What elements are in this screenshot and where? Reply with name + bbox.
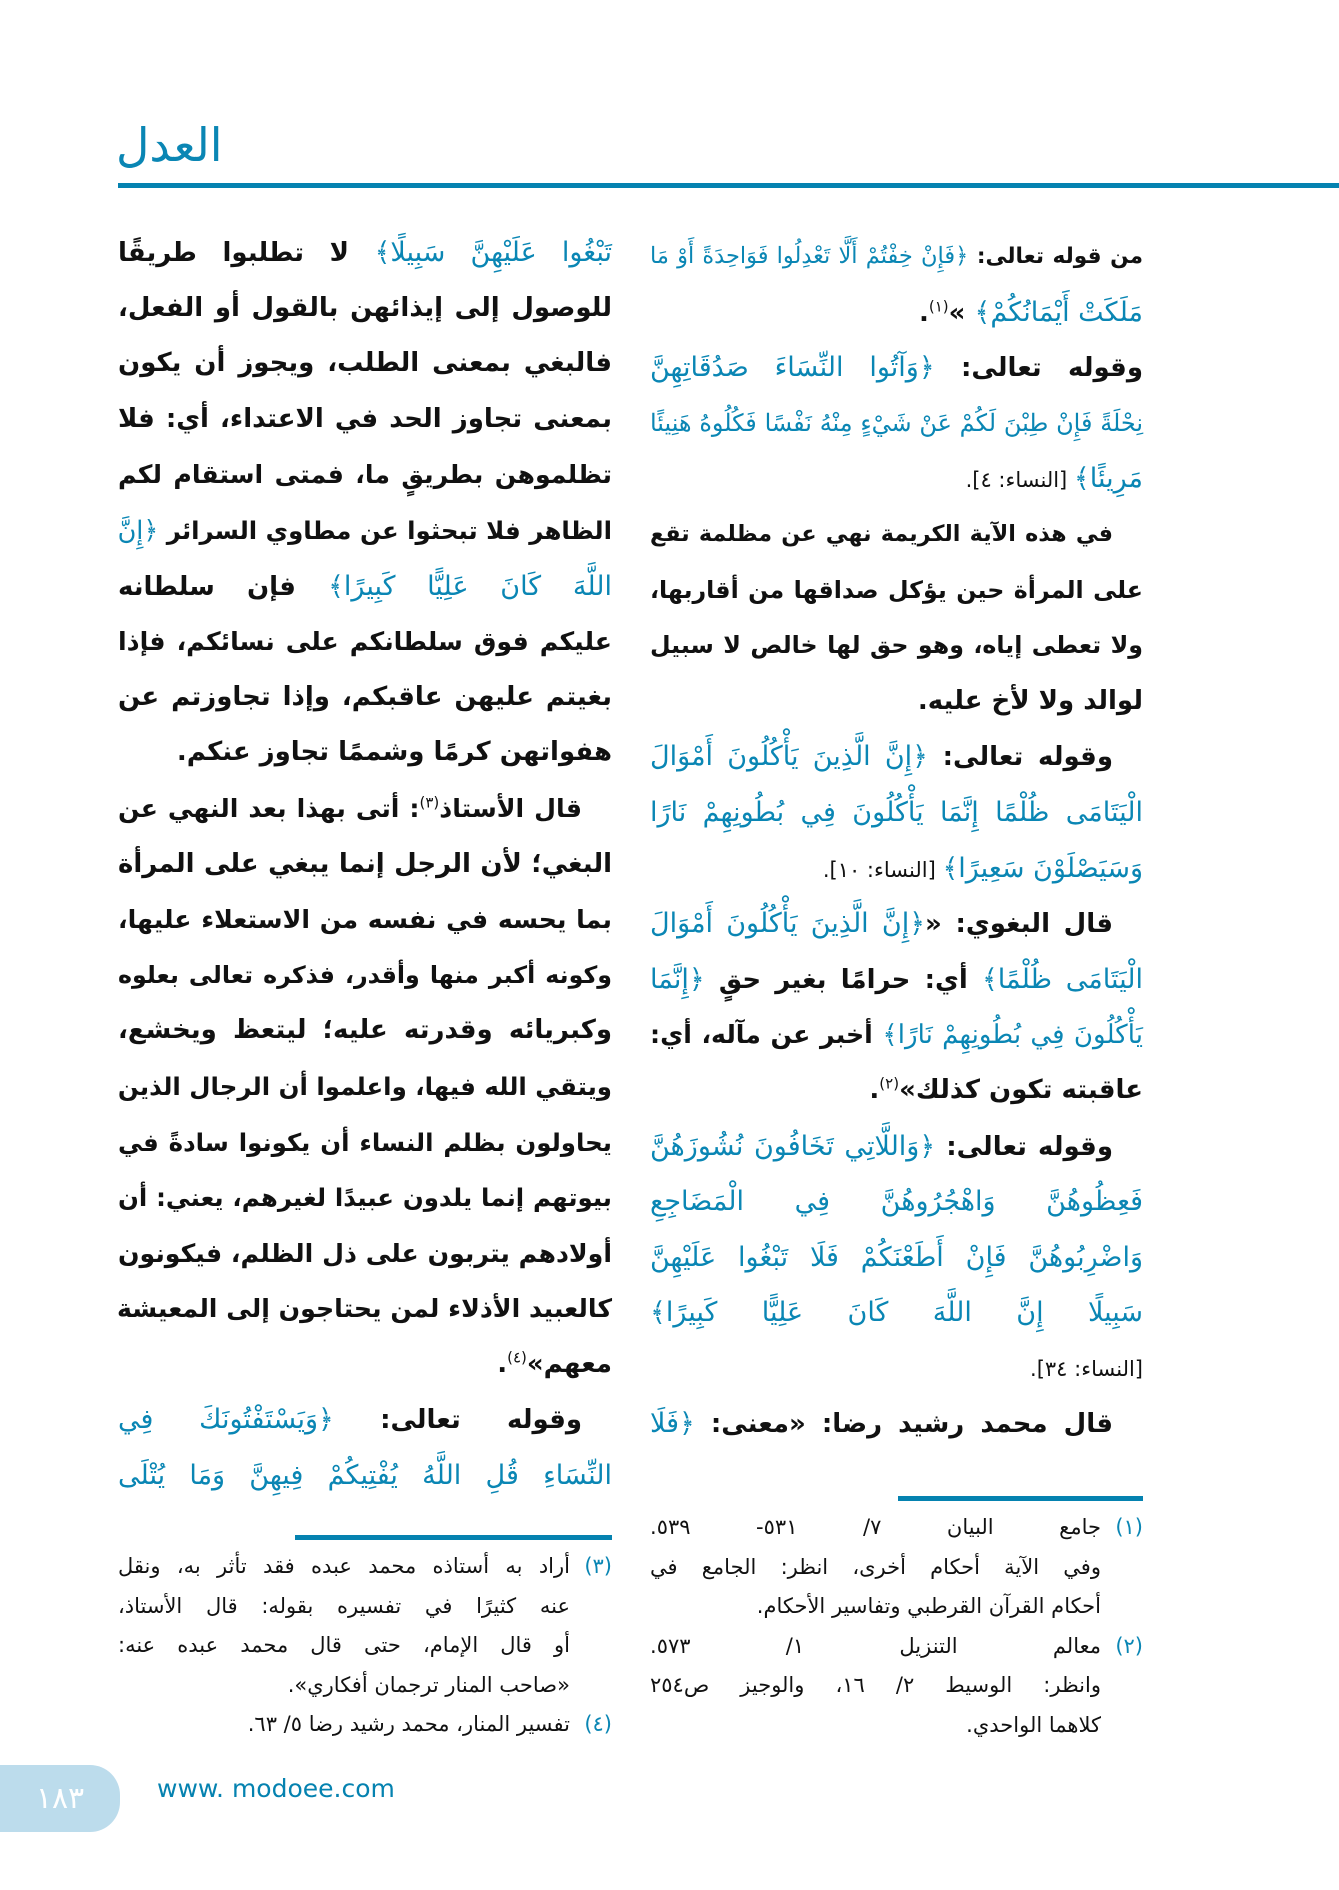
body-text: تظلموهن بطريقٍ ما، فمتى استقام لكم [118, 460, 612, 490]
body-text: فالبغي بمعنى الطلب، ويجوز أن يكون [118, 348, 612, 379]
text-line [118, 614, 612, 670]
body-text: عليكم فوق سلطانكم على نسائكم، فإذا [118, 627, 612, 657]
page-number-badge: ١٨٣ [0, 1765, 120, 1832]
right-text-column [650, 229, 1143, 1452]
chapter-title: العدل [116, 118, 223, 172]
quran-verse: ﴿إِنَّ الَّذِينَ يَأْكُلُونَ أَمْوَالَ [650, 908, 926, 940]
quran-verse: ﴿فَلَا [650, 1408, 695, 1440]
text-line [118, 670, 612, 726]
verse-reference: [النساء: ٤]. [965, 468, 1074, 493]
body-text: ولا تعطى إياه، وهو حق لها خالص لا سبيل [650, 631, 1143, 660]
body-text: ويتقي الله فيها، واعلموا أن الرجال الذين [117, 1071, 612, 1101]
footnote-text: تفسير المنار، محمد رشيد رضا ٥/ ٦٣. [247, 1712, 570, 1736]
text-line [650, 729, 1143, 785]
footnote-divider-right [898, 1496, 1143, 1501]
text-line [650, 563, 1143, 619]
body-text: أولادهم يتربون على ذل الظلم، فيكونون [118, 1238, 612, 1268]
verse-reference: [النساء: ٣٤]. [1030, 1356, 1143, 1381]
quran-verse: ﴿وَيَسْتَفْتُونَكَ فِي [118, 1404, 334, 1436]
text-line [118, 1392, 612, 1448]
text-line [650, 396, 1143, 452]
text-line [118, 1170, 612, 1226]
body-text: قال محمد رشيد رضا: «معنى: [694, 1409, 1113, 1440]
footnote-divider-left [295, 1535, 612, 1540]
body-text: لا تطلبوا طريقًا [118, 238, 375, 268]
footnotes-left [118, 1547, 612, 1745]
text-line [118, 1003, 612, 1059]
footnote-number: (١) [1115, 1515, 1143, 1539]
verse-reference: [النساء: ١٠]. [822, 857, 943, 882]
text-line [650, 1063, 1143, 1119]
body-text: البغي؛ لأن الرجل إنما يبغي على المرأة [118, 848, 612, 879]
quran-verse: ﴿فَإِنْ خِفْتُمْ أَلَّا تَعْدِلُوا فَوَاحِدَةً أَوْ مَا [650, 243, 969, 269]
body-text: يحاولون بظلم النساء أن يكونوا سادةً في [118, 1127, 612, 1157]
body-text: كالعبيد الأذلاء لمن يحتاجون إلى المعيشة [116, 1294, 612, 1324]
quran-verse: الْيَتَامَى ظُلْمًا﴾ [981, 963, 1143, 995]
text-line [118, 837, 612, 893]
text-line [118, 725, 612, 781]
quran-verse: اللَّهَ كَانَ عَلِيًّا كَبِيرًا﴾ [328, 570, 612, 602]
footnote-text: وانظر: الوسيط ٢/ ١٦، والوجيز ص٢٥٤ [650, 1673, 1101, 1697]
body-text: . [869, 1074, 880, 1105]
footnote-text: أو قال الإمام، حتى قال محمد عبده عنه: [118, 1633, 570, 1657]
quran-verse: سَبِيلًا إِنَّ اللَّهَ كَانَ عَلِيًّا كَبِيرًا﴾ [650, 1297, 1143, 1329]
footnote-text: كلاهما الواحدي. [966, 1712, 1101, 1737]
body-text: قال البغوي: « [925, 909, 1113, 940]
text-line [650, 1341, 1143, 1397]
body-text: قال الأستاذ [439, 793, 582, 823]
body-text: فإن سلطانه [118, 571, 329, 602]
text-line [118, 1337, 612, 1393]
quran-verse: يَأْكُلُونَ فِي بُطُونِهِمْ نَارًا﴾ [882, 1020, 1143, 1051]
text-line [650, 285, 1143, 341]
body-text: بغيتم عليهن عاقبكم، وإذا تجاوزتم عن [118, 681, 612, 712]
footnote-text: معالم التنزيل ١/ ٥٧٣. [650, 1633, 1101, 1658]
footnote-item [118, 1705, 612, 1745]
footnote-item [650, 1627, 1143, 1746]
footnote-text: «صاحب المنار ترجمان أفكاري». [287, 1672, 570, 1697]
body-text: الظاهر فلا تبحثوا عن مطاوي السرائر [158, 515, 612, 545]
footnote-text: وفي الآية أحكام أخرى، انظر: الجامع في [650, 1554, 1101, 1579]
footnote-number: (٣) [584, 1554, 612, 1578]
footnote-marker: (١) [928, 296, 949, 315]
text-line [650, 785, 1143, 841]
text-line [650, 1230, 1143, 1286]
quran-verse: وَاضْرِبُوهُنَّ فَإِنْ أَطَعْنَكُمْ فَلَا تَبْغُوا عَلَيْهِنَّ [650, 1241, 1143, 1273]
body-text: . [918, 297, 929, 328]
body-text: وكبريائه وقدرته عليه؛ ليتعظ ويخشع، [118, 1015, 612, 1046]
text-line [650, 1285, 1143, 1341]
quran-verse: ﴿وَاللَّاتِي تَخَافُونَ نُشُوزَهُنَّ [650, 1130, 936, 1162]
quran-verse: تَبْغُوا عَلَيْهِنَّ سَبِيلًا﴾ [374, 237, 612, 268]
quran-verse: فَعِظُوهُنَّ وَاهْجُرُوهُنَّ فِي الْمَضَاجِعِ [650, 1186, 1143, 1218]
text-line [118, 1115, 612, 1171]
quran-verse: الْيَتَامَى ظُلْمًا إِنَّمَا يَأْكُلُونَ فِي بُطُونِهِمْ نَارًا [650, 796, 1143, 828]
body-text: وكونه أكبر منها وأقدر، فذكره تعالى بعلوه [118, 960, 612, 989]
body-text: للوصول إلى إيذائهن بالقول أو الفعل، [118, 292, 612, 323]
body-text: لوالد ولا لأخ عليه. [917, 685, 1143, 716]
body-text: وقوله تعالى: [333, 1405, 582, 1436]
body-text: على المرأة حين يؤكل صداقها من أقاربها، [650, 575, 1143, 604]
quran-verse: وَسَيَصْلَوْنَ سَعِيرًا﴾ [942, 852, 1143, 884]
body-text: هفواتهن كرمًا وشممًا تجاوز عنكم. [176, 737, 612, 768]
quran-verse: النِّسَاءِ قُلِ اللَّهُ يُفْتِيكُمْ فِيهِنَّ وَمَا يُتْلَى [118, 1460, 612, 1492]
body-text: بيوتهم إنما يلدون عبيدًا لغيرهم، يعني: أن [118, 1183, 612, 1213]
text-line [118, 892, 612, 948]
footnote-text: عنه كثيرًا في تفسيره بقوله: قال الأستاذ، [118, 1593, 570, 1618]
text-line [118, 1059, 612, 1115]
body-text: وقوله تعالى: [935, 1131, 1113, 1162]
body-text: بمعنى تجاوز الحد في الاعتداء، أي: فلا [118, 403, 612, 434]
text-line [650, 952, 1143, 1008]
body-text: . [497, 1348, 508, 1379]
footnote-marker: (٣) [419, 793, 440, 812]
body-text: » [948, 297, 975, 328]
text-line [650, 451, 1143, 507]
text-line [650, 1119, 1143, 1175]
body-text: أخبر عن مآله، أي: [650, 1020, 883, 1050]
header-divider [118, 183, 1339, 188]
text-line [118, 336, 612, 392]
left-text-column [118, 225, 612, 1504]
quran-verse: ﴿إِنَّ الَّذِينَ يَأْكُلُونَ أَمْوَالَ [650, 741, 928, 773]
body-text: بما يحسه في نفسه من الاستعلاء عليها، [118, 905, 612, 935]
website-link[interactable]: www. modoee.com [157, 1774, 395, 1803]
body-text: وقوله تعالى: [934, 353, 1143, 384]
quran-verse: مَلَكَتْ أَيْمَانُكُمْ﴾ [974, 296, 1143, 328]
text-line [118, 1448, 612, 1504]
body-text: من قوله تعالى: [968, 244, 1143, 269]
body-text: أي: حرامًا بغير حقٍ [704, 964, 982, 995]
body-text: وقوله تعالى: [928, 742, 1113, 773]
text-line [118, 503, 612, 559]
text-line [650, 1396, 1143, 1452]
text-line [118, 225, 612, 281]
text-line [118, 281, 612, 337]
footnote-text: جامع البيان ٧/ ٥٣١- ٥٣٩. [650, 1515, 1101, 1539]
quran-verse: ﴿إِنَّ [117, 514, 159, 545]
text-line [650, 1007, 1143, 1063]
body-text: في هذه الآية الكريمة نهي عن مظلمة تقع [650, 520, 1113, 547]
text-line [118, 1281, 612, 1337]
footnotes-right [650, 1508, 1143, 1745]
quran-verse: مَرِيئًا﴾ [1073, 463, 1143, 495]
text-line [650, 229, 1143, 285]
text-line [650, 841, 1143, 897]
quran-verse: ﴿إِنَّمَا [650, 963, 705, 995]
footnote-text: أراد به أستاذه محمد عبده فقد تأثر به، ونقل [118, 1554, 570, 1578]
body-text: عاقبته تكون كذلك» [899, 1074, 1143, 1105]
text-line [650, 618, 1143, 674]
text-line [650, 896, 1143, 952]
footnote-item [118, 1547, 612, 1705]
quran-verse: نِحْلَةً فَإِنْ طِبْنَ لَكُمْ عَنْ شَيْءٍ مِنْهُ نَفْسًا فَكُلُوهُ هَنِيئًا [650, 408, 1143, 437]
text-line [650, 1174, 1143, 1230]
footnote-number: (٤) [584, 1712, 612, 1736]
quran-verse: ﴿وَآتُوا النِّسَاءَ صَدُقَاتِهِنَّ [650, 352, 935, 384]
footnote-marker: (٢) [879, 1074, 900, 1093]
footnote-text: أحكام القرآن القرطبي وتفاسير الأحكام. [756, 1594, 1101, 1618]
body-text: معهم» [526, 1348, 612, 1379]
text-line [118, 948, 612, 1004]
footnote-number: (٢) [1115, 1633, 1143, 1658]
text-line [118, 781, 612, 837]
text-line [650, 340, 1143, 396]
footnote-item [650, 1508, 1143, 1627]
text-line [118, 1226, 612, 1282]
text-line [118, 447, 612, 503]
text-line [650, 507, 1143, 563]
text-line [118, 559, 612, 615]
text-line [118, 392, 612, 448]
footnote-marker: (٤) [507, 1348, 527, 1367]
text-line [650, 674, 1143, 730]
body-text: : أتى بهذا بعد النهي عن [118, 793, 420, 823]
